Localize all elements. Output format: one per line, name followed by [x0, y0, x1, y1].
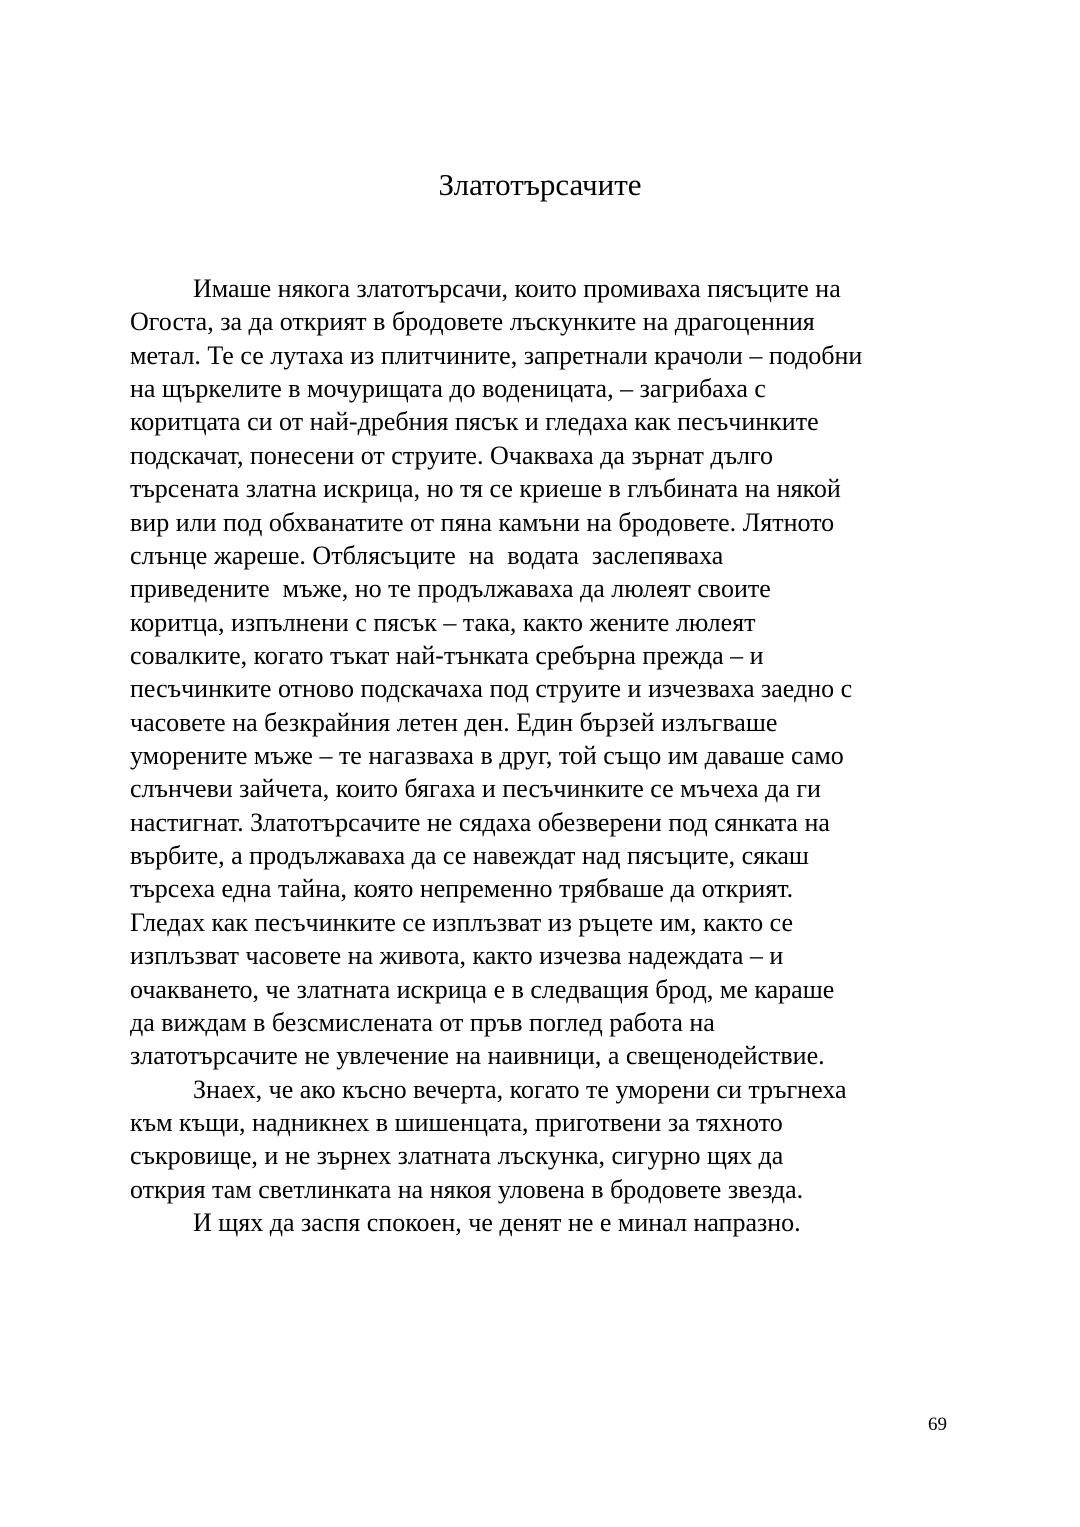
- text-line: открия там светлинката на някоя уловена в бродовете звезда.: [130, 1174, 804, 1204]
- text-line: Знаех, че ако късно вечерта, когато те уморени си тръгнеха: [193, 1074, 847, 1104]
- text-line: очакването, че златната искрица е в следващия брод, ме караше: [130, 974, 835, 1004]
- text-line: коритцата си от най-дребния пясък и гледаха как песъчинките: [130, 407, 819, 437]
- text-line: часовете на безкрайния летен ден. Един бързей излъгваше: [130, 707, 778, 737]
- text-line: съкровище, и не зърнех златната лъскунка, сигурно щях да: [130, 1141, 784, 1171]
- text-line: да виждам в безсмислената от пръв поглед работа на: [130, 1007, 715, 1037]
- page-number: 69: [928, 1414, 947, 1435]
- text-line: песъчинките отново подскачаха под струите и изчезваха заедно с: [130, 674, 853, 704]
- text-line: коритца, изпълнени с пясък – така, както жените люлеят: [130, 607, 756, 637]
- text-line: върбите, а продължаваха да се навеждат над пясъците, сякаш: [130, 841, 809, 871]
- text-line: Гледах как песъчинките се изплъзват из ръцете им, както се: [130, 907, 794, 937]
- text-line: метал. Те се лутаха из плитчините, запретнали крачоли – подобни: [130, 340, 863, 370]
- text-line: слънце жареше. Отблясъците на водата заслепяваха: [130, 540, 724, 570]
- text-line: към къщи, надникнех в шишенцата, приготвени за тяхното: [130, 1107, 783, 1137]
- text-line: И щях да заспя спокоен, че денят не е минал напразно.: [193, 1208, 801, 1238]
- text-line: Огоста, за да открият в бродовете лъскунките на драгоценния: [130, 307, 815, 337]
- text-line: изплъзват часовете на живота, както изчезва надеждата – и: [130, 941, 784, 971]
- text-line: вир или под обхванатите от пяна камъни на бродовете. Лятното: [130, 507, 835, 537]
- story-body: [130, 272, 960, 1239]
- text-line: на щъркелите в мочурищата до воденицата, – загрибаха с: [130, 374, 766, 404]
- text-line: совалките, когато тъкат най-тънката сребърна прежда – и: [130, 640, 764, 670]
- page-title: Златотърсачите: [438, 167, 642, 202]
- text-line: търсената златна искрица, но тя се криеше в глъбината на някой: [130, 474, 841, 504]
- text-line: Имаше някога златотърсачи, които промиваха пясъците на: [193, 274, 841, 303]
- text-line: подскачат, понесени от струите. Очакваха да зърнат дълго: [130, 440, 774, 470]
- text-line: уморените мъже – те нагазваха в друг, той също им даваше само: [130, 741, 844, 771]
- text-line: настигнат. Златотърсачите не сядаха обезверени под сянката на: [130, 807, 830, 837]
- text-line: златотърсачите не увлечение на наивници, а свещенодействие.: [130, 1041, 825, 1071]
- text-line: слънчеви зайчета, които бягаха и песъчинките се мъчеха да ги: [130, 774, 821, 804]
- text-line: приведените мъже, но те продължаваха да люлеят своите: [130, 574, 771, 604]
- text-line: търсеха една тайна, която непременно трябваше да открият.: [130, 874, 794, 904]
